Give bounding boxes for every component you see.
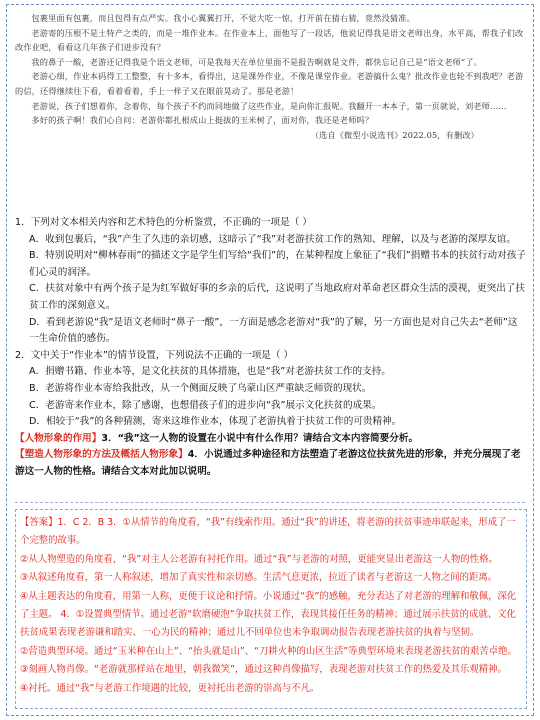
question-3-text: 3．“我”这一人物的设置在小说中有什么作用？请结合文本内容简要分析。 [101,432,419,444]
answer-line: ③从叙述角度看，第一人称叙述，增加了真实性和亲切感。生活气息更浓，拉近了读者与老游这一人物之间的距离。 [20,572,498,584]
question-1-option-a: A．收到包裹后，“我”产生了久违的亲切感，这暗示了“我”对老游扶贫工作的熟知、理解，以及与老游的深厚友谊。 [29,233,516,245]
passage-paragraph: 包裹里面有包裹，而且包得有点严实。我小心翼翼打开，不觉大吃一惊，打开前在猜右猜，竟然没猜准。 [31,13,415,23]
question-1-option-b: B．特别说明对“柳林春雨”的描述文字是学生们写给“我们”的，在某种程度上象征了“我们”捐赠书本的扶贫行动对孩子们心灵的润泽。 [29,250,526,278]
answer-line: ②从人物塑造的角度看，“我”对主人公老游有衬托作用。通过“我”与老游的对照，更能突显出老游这一人物的性格。 [20,553,498,565]
answer-line: ④衬托。通过“我”与老游工作境遇的比较，更衬托出老游的崇高与不凡。 [20,682,320,694]
question-1-option-d: D．看到老游说“我”是语文老师时“鼻子一酸”，一方面是感念老游对“我”的了解，另一方面也是对自己失去“老师”这一生命价值的感伤。 [29,316,518,345]
passage-paragraph: 老游说，孩子们想着你，念着你，每个孩子不约而同地做了这些作业，是向你汇报呢。我翻开一本本子，第一页就说，刘老师…… [31,100,507,111]
question-section [15,215,527,481]
passage-source: （选自《微型小说选刊》2022.05，有删改） [310,129,479,140]
question-2-option-b: B．老游将作业本寄给我批改，从一个侧面反映了乌蒙山区严重缺乏师资的现状。 [29,382,372,394]
reading-passage [15,11,525,142]
passage-paragraph: 多好的孩子啊！我们心自问：老游你都扎根成山上挺拔的玉米树了，面对你，我还是老师吗？ [31,115,374,126]
question-2-stem: 2．文中关于“作业本”的情节设置，下列说法不正确的一项是（ ） [15,349,294,361]
document-page [6,4,534,716]
question-4 [15,447,527,480]
answer-line: 【答案】1．C 2．B 3．①从情节的角度看，“我”有线索作用。通过“我”的讲述，将老游的扶贫事迹串联起来，形成了一个完整的故事。 [20,517,516,547]
answer-line: ②营造典型环境。通过“玉米种在山上”、“抬头就是山”、“刀耕火种的山区生活”等典型环境来表现老游扶贫的艰苦卓绝。 [20,645,517,657]
answer-line: ④从主题表达的角度看，用第一人称，更便于议论和抒情。小说通过“我”的感触，充分表达了对老游的理解和敬佩，深化了主题。 4．①设置典型情节。通过老游“软磨硬泡”争取扶贫工作，表现其接任任务的精神；通过展示扶贫的成就、文化扶贫成果表现老游谦和踏实、一心为民的精神；通过儿不回单位也未争取调动报告表现老游扶贫的执着与坚韧。 [20,590,517,639]
answer-box [15,509,527,709]
passage-paragraph: 老游心细，作业本码得工工整整，有十多本，看得出，这是课外作业，不像是课堂作业。老游搞什么鬼？批改作业也轮不到我吧？老游的信，还得继续往下看，看着看着，手上一样子又在眼前晃动了。那是老游！ [15,71,524,96]
question-3-tag: 【人物形象的作用】 [15,432,102,444]
section-divider [15,502,525,503]
passage-paragraph: 老游寄的压根不是土特产之类的，而是一堆作业本。在作业本上，面他写了一段话，他说记得我是语文老师出身，水平高，帮我子们改改作业吧，看看这几年孩子们进步没有？ [15,27,524,53]
question-2-option-c: C．老游寄来作业本，除了感谢，也想借孩子们的进步向“我”展示文化扶贫的成果。 [29,399,382,411]
question-4-text: 4．小说通过多种途径和方法塑造了老游这位扶贫先进的形象，并充分展现了老游这一人物的性格。请结合文本对此加以说明。 [15,449,521,477]
question-2-option-d: D．相较于“我”的各种猜测，寄来这堆作业本，体现了老游执着于扶贫工作的可贵精神。 [29,416,402,428]
question-1-option-c: C．扶贫对象中有两个孩子是为红军做好事的乡亲的后代，这说明了当地政府对革命老区群众生活的漠视，更突出了扶贫工作的深刻意义。 [29,283,525,311]
passage-paragraph: 我的鼻子一酸，老游还记得我是个语文老师，可是我每天在单位里面不是报告啊就是文件，都快忘记自己是“语文老师”了。 [31,56,482,67]
question-3 [15,431,527,448]
question-4-tag: 【塑造人物形象的方法及概括人物形象】 [15,449,188,461]
question-2-option-a: A．捐赠书籍、作业本等，是文化扶贫的具体措施，也是“我”对老游扶贫工作的支持。 [29,366,391,378]
answer-line: ③刻画人物肖像。“老游就那样站在地里，朝我微笑”，通过这种肖像描写，表现老游对扶贫工作的热爱及其乐观精神。 [20,664,507,676]
question-1-stem: 1．下列对文本相关内容和艺术特色的分析鉴赏，不正确的一项是（ ） [15,217,312,228]
